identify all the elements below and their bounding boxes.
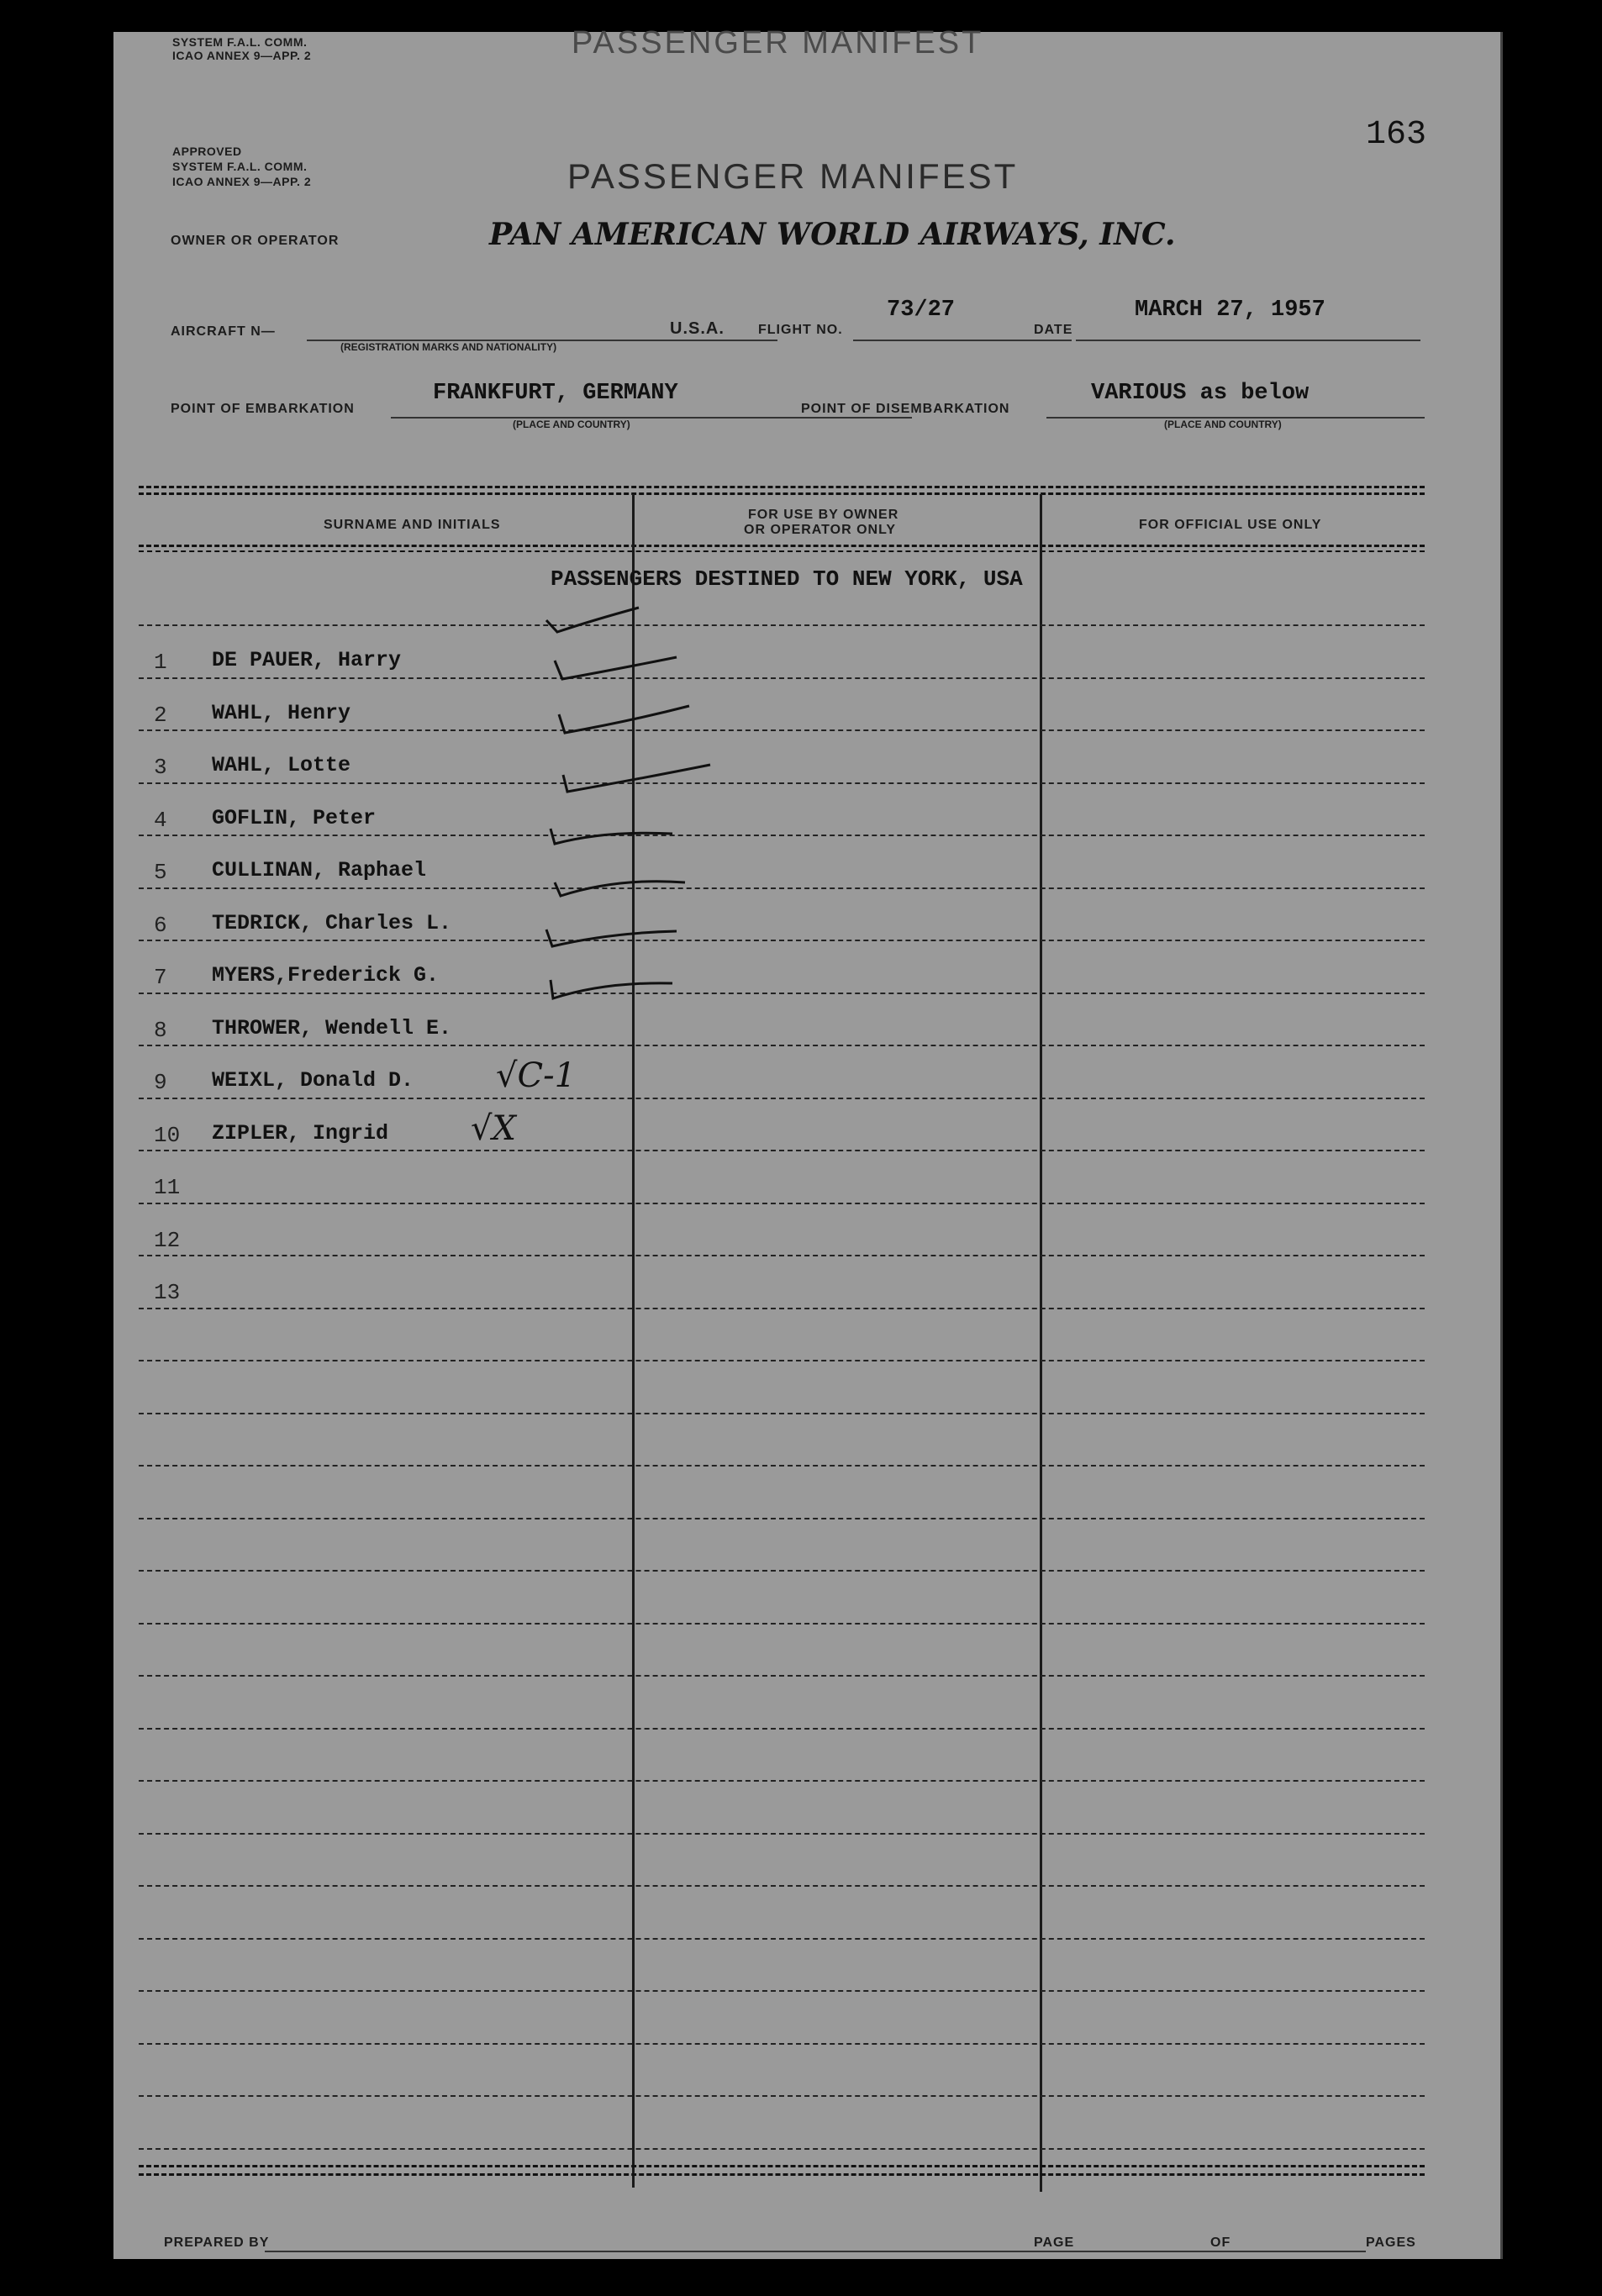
checkmark-row-8 [546,973,672,1007]
system-stamp-2: ICAO ANNEX 9—APP. 2 [172,49,312,62]
section-heading: PASSENGERS DESTINED TO NEW YORK, USA [551,566,1023,592]
page-label: PAGE [1034,2235,1075,2250]
row-rule [139,1938,1425,1940]
registration-caption: (REGISTRATION MARKS AND NATIONALITY) [340,341,557,353]
checkmark-row-7 [542,924,677,958]
footer-rule-2 [139,2173,1425,2176]
row-rule [139,1045,1425,1046]
aircraft-label: AIRCRAFT N— [171,324,276,339]
system-stamp-4: SYSTEM F.A.L. COMM. [172,160,308,173]
passenger-name: GOFLIN, Peter [212,805,377,830]
system-stamp-3: APPROVED [172,145,242,158]
handwritten-mark: √C-1 [496,1056,577,1095]
embarkation-caption: (PLACE AND COUNTRY) [513,419,630,430]
row-rule [139,2148,1425,2150]
passenger-name: WAHL, Lotte [212,753,351,777]
row-rule [139,1413,1425,1414]
row-number: 13 [154,1280,181,1305]
checkmark-row-3 [555,704,689,746]
owner-label: OWNER OR OPERATOR [171,234,340,248]
row-rule [139,1203,1425,1204]
flight-line [853,340,1072,341]
row-rule [139,1623,1425,1625]
flight-date: MARCH 27, 1957 [1135,298,1325,323]
column-header-owner-use-2: OR OPERATOR ONLY [744,523,897,537]
row-rule [139,1465,1425,1467]
row-rule [139,1780,1425,1782]
footer-fill-line [265,2251,1366,2252]
embarkation-value: FRANKFURT, GERMANY [433,381,678,406]
passenger-name: THROWER, Wendell E. [212,1015,452,1040]
row-rule [139,1885,1425,1887]
row-number: 5 [154,860,167,885]
checkmark-row-1 [542,603,643,637]
row-rule [139,729,1425,731]
row-rule [139,1675,1425,1677]
disembarkation-caption: (PLACE AND COUNTRY) [1164,419,1282,430]
system-stamp-5: ICAO ANNEX 9—APP. 2 [172,175,312,188]
row-rule [139,1990,1425,1992]
passenger-name: ZIPLER, Ingrid [212,1120,389,1145]
page-number: 163 [1366,116,1427,154]
passenger-name: DE PAUER, Harry [212,648,402,672]
row-rule [139,1518,1425,1519]
table-top-rule-2 [139,492,1425,495]
owner-value: PAN AMERICAN WORLD AIRWAYS, INC. [489,217,1176,252]
footer-rule-1 [139,2165,1425,2167]
row-rule [139,782,1425,784]
row-rule [139,940,1425,941]
header-bottom-rule-2 [139,550,1425,552]
of-label: OF [1210,2235,1231,2250]
row-rule [139,835,1425,836]
checkmark-row-2 [551,654,677,687]
row-number: 1 [154,650,167,675]
row-rule [139,993,1425,994]
faded-title: PASSENGER MANIFEST [572,25,984,61]
row-rule [139,887,1425,889]
checkmark-row-5 [546,822,672,856]
row-number: 10 [154,1122,181,1148]
table-top-rule-1 [139,486,1425,488]
row-number: 3 [154,755,167,780]
prepared-by-label: PREPARED BY [164,2235,270,2250]
row-rule [139,1255,1425,1256]
row-number: 2 [154,702,167,728]
checkmark-row-6 [551,872,685,906]
column-header-official: FOR OFFICIAL USE ONLY [1139,518,1322,532]
row-number: 11 [154,1175,181,1200]
column-header-owner-use-1: FOR USE BY OWNER [748,508,899,522]
passenger-name: WEIXL, Donald D. [212,1068,414,1093]
row-rule [139,1098,1425,1099]
row-rule [139,1308,1425,1309]
row-number: 12 [154,1227,181,1253]
row-number: 9 [154,1070,167,1095]
row-number: 7 [154,965,167,990]
column-header-surname: SURNAME AND INITIALS [324,518,501,532]
row-rule [139,1360,1425,1361]
disembarkation-label: POINT OF DISEMBARKATION [801,402,1010,416]
pages-label: PAGES [1366,2235,1416,2250]
date-line [1076,340,1420,341]
handwritten-mark: √X [471,1109,516,1148]
checkmark-row-4 [559,763,710,805]
country-label: U.S.A. [670,319,725,338]
embarkation-line [391,417,912,419]
row-number: 4 [154,807,167,833]
passenger-name: CULLINAN, Raphael [212,858,427,882]
row-rule [139,677,1425,679]
row-rule [139,2043,1425,2045]
passenger-name: MYERS,Frederick G. [212,963,440,987]
passenger-name: TEDRICK, Charles L. [212,910,452,935]
row-number: 6 [154,912,167,938]
header-bottom-rule-1 [139,545,1425,547]
row-rule [139,1833,1425,1835]
date-label: DATE [1034,323,1073,337]
page-title: PASSENGER MANIFEST [567,156,1019,196]
row-rule [139,1150,1425,1151]
passenger-name: WAHL, Henry [212,700,351,725]
row-number: 8 [154,1017,167,1043]
flight-number: 73/27 [887,298,956,323]
manifest-sheet [113,25,1503,2259]
row-rule [139,1728,1425,1730]
embarkation-label: POINT OF EMBARKATION [171,402,355,416]
row-rule [139,2095,1425,2097]
flight-label: FLIGHT NO. [758,323,843,337]
row-rule [139,624,1425,626]
disembarkation-value: VARIOUS as below [1091,381,1310,406]
system-stamp-1: SYSTEM F.A.L. COMM. [172,35,308,49]
row-rule [139,1570,1425,1572]
column-divider-1 [632,494,635,2188]
